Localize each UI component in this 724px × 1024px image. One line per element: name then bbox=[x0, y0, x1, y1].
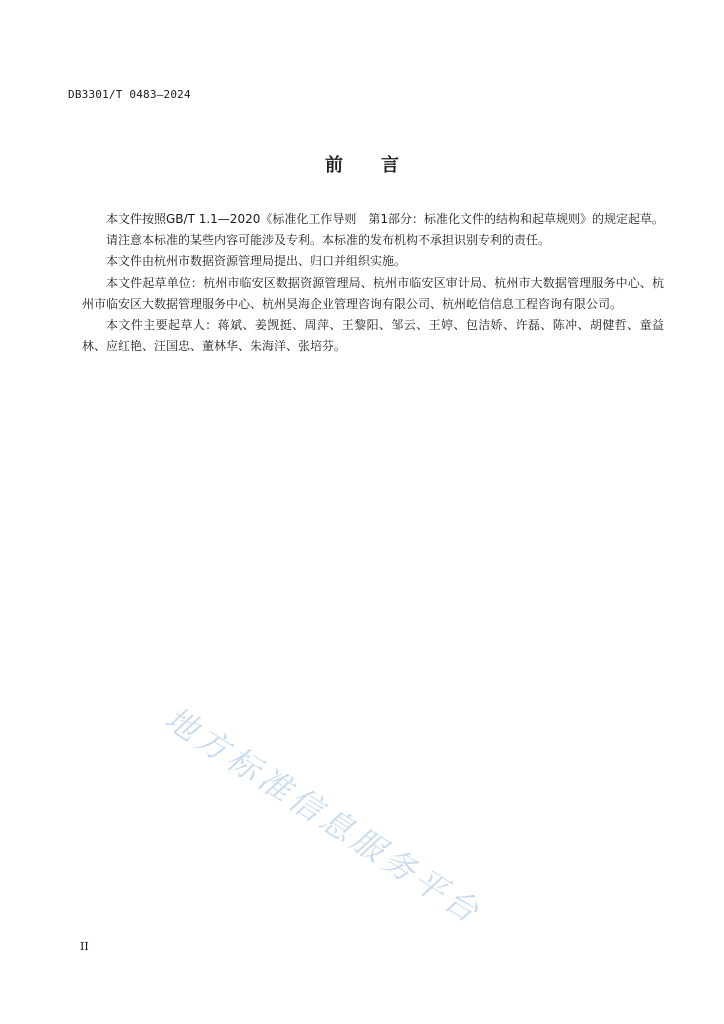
document-code: DB3301/T 0483—2024 bbox=[68, 88, 191, 101]
paragraph-proposer: 本文件由杭州市数据资源管理局提出、归口并组织实施。 bbox=[106, 254, 407, 269]
watermark: 地方标准信息服务平台 bbox=[158, 699, 490, 933]
paragraph-drafting-units: 本文件起草单位：杭州市临安区数据资源管理局、杭州市临安区审计局、杭州市大数据管理服务中心、杭州市临安区大数据管理服务中心、杭州昊海企业管理咨询有限公司、杭州屹信信息工程咨询有限公司。 bbox=[82, 275, 664, 311]
foreword-body bbox=[82, 209, 664, 357]
paragraph-patent-notice: 请注意本标准的某些内容可能涉及专利。本标准的发布机构不承担识别专利的责任。 bbox=[106, 233, 551, 248]
page-number: II bbox=[80, 940, 89, 953]
paragraph-drafting-rules: 本文件按照GB/T 1.1—2020《标准化工作导则 第1部分：标准化文件的结构和起草规则》的规定起草。 bbox=[106, 212, 664, 226]
page-title: 前言 bbox=[325, 155, 437, 176]
paragraph-drafters: 本文件主要起草人：蒋斌、姜觊挺、周萍、王黎阳、邹云、王婷、包洁娇、许磊、陈冲、胡健哲、童益林、应红艳、汪国忠、董林华、朱海洋、张培芬。 bbox=[82, 318, 664, 354]
